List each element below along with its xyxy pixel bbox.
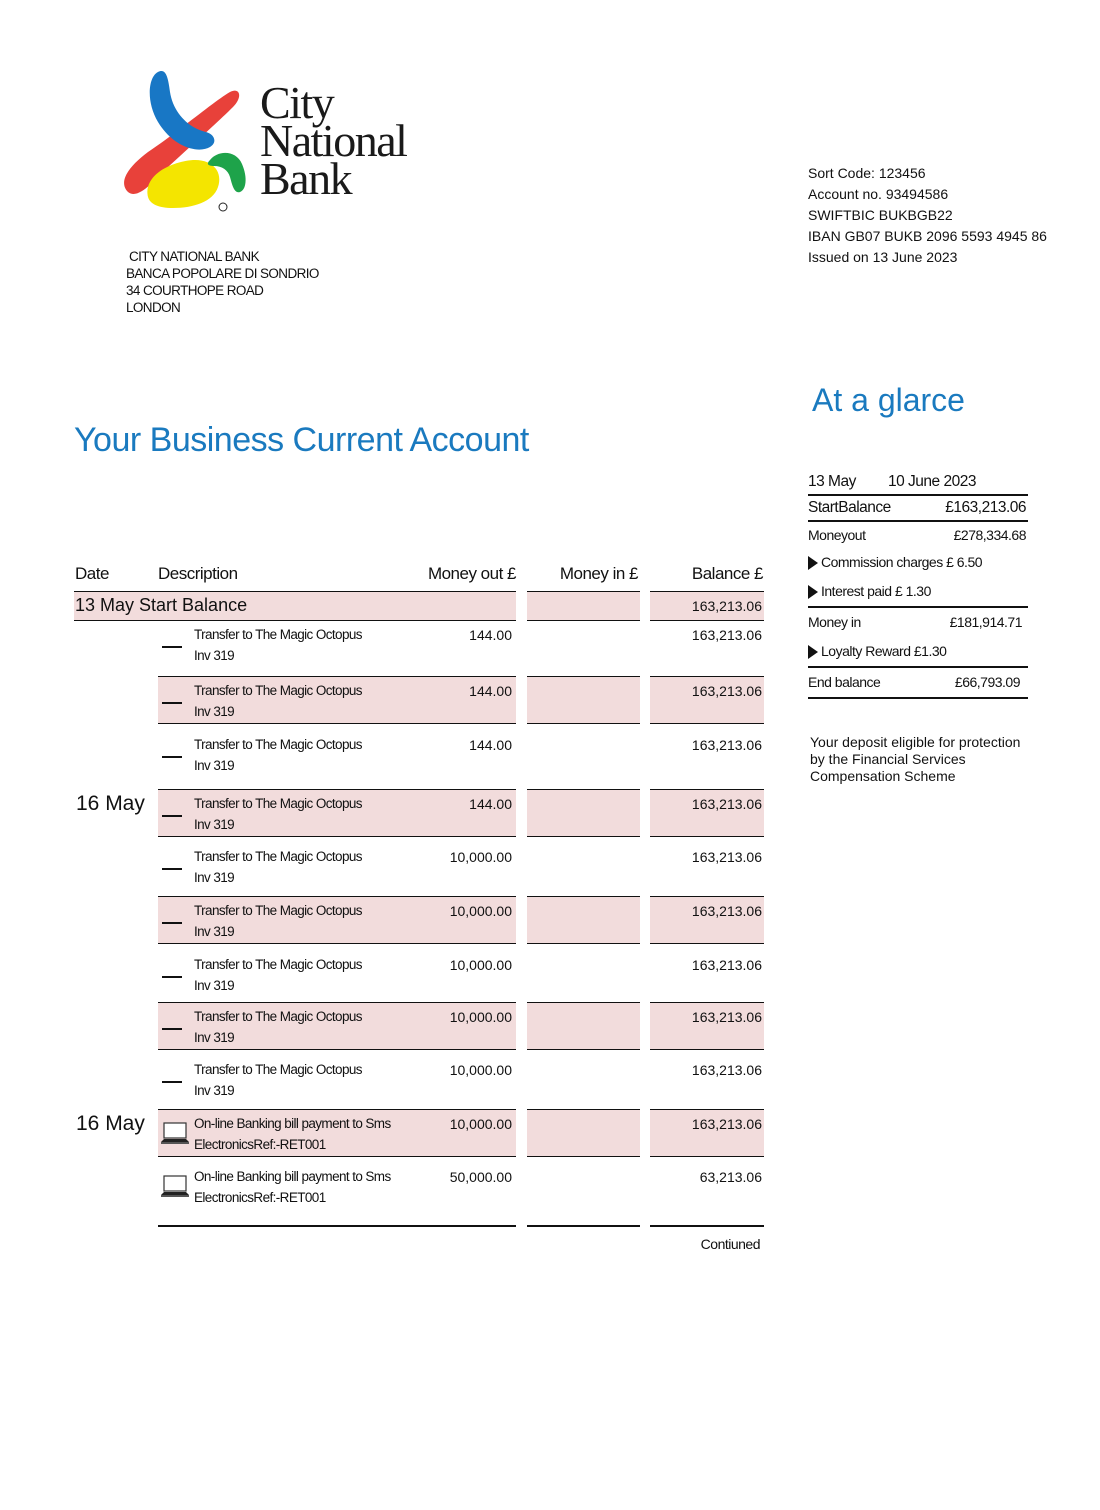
logo-word-city: City <box>260 77 334 128</box>
money-out-value: 50,000.00 <box>449 1169 512 1185</box>
header-money-in: Money in £ <box>559 564 638 583</box>
description-line1: Transfer to The Magic Octopus <box>194 849 362 864</box>
balance-value: 163,213.06 <box>691 737 762 753</box>
start-balance-value: £163,213.06 <box>945 499 1026 516</box>
description-line2: Inv 319 <box>194 817 235 832</box>
row-description <box>194 1166 391 1208</box>
description-line1: Transfer to The Magic Octopus <box>194 627 362 642</box>
logo-wordmark <box>260 77 407 204</box>
row-description <box>194 954 362 996</box>
money-out-value: 144.00 <box>469 627 512 643</box>
glance-loyalty <box>808 637 1028 668</box>
description-line2: Inv 319 <box>194 1030 235 1045</box>
loyalty-reward: Loyalty Reward £1.30 <box>821 643 947 659</box>
debit-dash-icon <box>162 922 182 924</box>
money-in-cell <box>527 789 640 837</box>
description-line1: On-line Banking bill payment to Sms <box>194 1116 391 1131</box>
debit-dash-icon <box>162 976 182 978</box>
money-out-label: Moneyout <box>808 527 866 543</box>
money-out-value: 144.00 <box>469 683 512 699</box>
commission-charges: Commission charges £ 6.50 <box>821 554 983 570</box>
balance-value: 163,213.06 <box>691 1062 762 1078</box>
start-balance-value-cell <box>650 591 764 621</box>
description-line2: Inv 319 <box>194 924 235 939</box>
swift-code: SWIFTBIC BUKBGB22 <box>808 207 953 223</box>
description-line2: Inv 319 <box>194 758 235 773</box>
bullet-triangle-icon <box>808 645 818 659</box>
header-date: Date <box>75 564 109 583</box>
glance-money-out <box>808 522 1028 548</box>
row-description <box>194 1113 391 1155</box>
page-title: Your Business Current Account <box>74 421 529 459</box>
row-description <box>194 846 362 888</box>
account-details <box>808 163 1047 268</box>
description-line1: Transfer to The Magic Octopus <box>194 683 362 698</box>
description-line2: Inv 319 <box>194 704 235 719</box>
fscs-line: Compensation Scheme <box>810 768 956 784</box>
end-balance-label: End balance <box>808 674 881 690</box>
balance-value: 163,213.06 <box>691 849 762 865</box>
description-line2: Inv 319 <box>194 648 235 663</box>
bank-address <box>126 248 319 316</box>
divider <box>650 1225 764 1227</box>
money-out-value: 10,000.00 <box>449 957 512 973</box>
description-line1: Transfer to The Magic Octopus <box>194 903 362 918</box>
debit-dash-icon <box>162 815 182 817</box>
row-description <box>194 900 362 942</box>
divider <box>527 1225 640 1227</box>
description-line1: Transfer to The Magic Octopus <box>194 957 362 972</box>
header-balance: Balance £ <box>691 564 763 583</box>
row-description <box>194 624 362 666</box>
balance-value: 63,213.06 <box>699 1169 762 1185</box>
glance-commission <box>808 548 1028 577</box>
fscs-notice <box>810 734 1020 785</box>
address-line: LONDON <box>126 300 181 315</box>
start-balance-cell <box>74 591 516 621</box>
balance-value: 163,213.06 <box>691 1009 762 1025</box>
balance-value: 163,213.06 <box>691 1116 762 1132</box>
description-line2: Inv 319 <box>194 978 235 993</box>
glance-start-balance <box>808 496 1028 522</box>
money-out-value: 10,000.00 <box>449 1116 512 1132</box>
row-description <box>194 1006 362 1048</box>
description-line1: Transfer to The Magic Octopus <box>194 1009 362 1024</box>
address-line: BANCA POPOLARE DI SONDRIO <box>126 266 319 281</box>
header-description: Description <box>158 564 238 583</box>
start-balance-label: 13 May Start Balance <box>75 595 248 615</box>
description-line1: Transfer to The Magic Octopus <box>194 1062 362 1077</box>
debit-dash-icon <box>162 756 182 758</box>
start-money-in-cell <box>527 591 640 621</box>
money-in-cell <box>527 1109 640 1157</box>
glance-summary <box>808 470 1028 699</box>
bullet-triangle-icon <box>808 585 818 599</box>
row-description <box>194 680 362 722</box>
description-line2: Inv 319 <box>194 870 235 885</box>
bullet-triangle-icon <box>808 556 818 570</box>
laptop-icon <box>160 1174 190 1198</box>
continued-note: Contiuned <box>700 1236 760 1252</box>
money-in-cell <box>527 1002 640 1050</box>
balance-value: 163,213.06 <box>691 796 762 812</box>
balance-value: 163,213.06 <box>691 957 762 973</box>
address-line: CITY NATIONAL BANK <box>129 249 259 264</box>
description-line2: Inv 319 <box>194 1083 235 1098</box>
money-in-label: Money in <box>808 614 861 630</box>
debit-dash-icon <box>162 1028 182 1030</box>
issue-date: Issued on 13 June 2023 <box>808 249 958 265</box>
row-description <box>194 734 362 776</box>
glance-interest <box>808 577 1028 608</box>
balance-value: 163,213.06 <box>691 627 762 643</box>
row-description <box>194 793 362 835</box>
fscs-line: Your deposit eligible for protection <box>810 734 1021 750</box>
description-line2: ElectronicsRef:-RET001 <box>194 1190 326 1205</box>
glance-end-balance <box>808 668 1028 699</box>
money-out-value: 144.00 <box>469 796 512 812</box>
period-start: 13 May <box>808 473 856 490</box>
interest-paid: Interest paid £ 1.30 <box>821 583 931 599</box>
description-line1: On-line Banking bill payment to Sms <box>194 1169 391 1184</box>
end-balance-value: £66,793.09 <box>954 674 1020 690</box>
glance-title: At a glarce <box>812 382 965 418</box>
debit-dash-icon <box>162 1081 182 1083</box>
balance-value: 163,213.06 <box>691 683 762 699</box>
fscs-line: by the Financial Services <box>810 751 966 767</box>
iban: IBAN GB07 BUKB 2096 5593 4945 86 <box>808 228 1047 244</box>
period-end: 10 June 2023 <box>888 473 976 490</box>
row-date: 16 May <box>76 792 145 815</box>
logo-word-bank: Bank <box>260 153 352 204</box>
header-money-out: Money out £ <box>427 564 516 583</box>
money-out-value: 10,000.00 <box>449 903 512 919</box>
address-line: 34 COURTHOPE ROAD <box>126 283 264 298</box>
sort-code: Sort Code: 123456 <box>808 165 926 181</box>
row-description <box>194 1059 362 1101</box>
bank-logo <box>118 62 438 222</box>
debit-dash-icon <box>162 646 182 648</box>
start-balance-value: 163,213.06 <box>691 598 762 614</box>
start-balance-label: StartBalance <box>808 499 891 516</box>
divider <box>158 1225 516 1227</box>
debit-dash-icon <box>162 868 182 870</box>
glance-period <box>808 470 1028 496</box>
laptop-icon <box>160 1121 190 1145</box>
account-number: Account no. 93494586 <box>808 186 949 202</box>
logo-mark-icon <box>118 62 258 222</box>
description-line2: ElectronicsRef:-RET001 <box>194 1137 326 1152</box>
money-in-value: £181,914.71 <box>949 614 1022 630</box>
money-out-value: 10,000.00 <box>449 849 512 865</box>
logo-word-national: National <box>260 115 407 166</box>
debit-dash-icon <box>162 702 182 704</box>
money-out-value: £278,334.68 <box>953 527 1026 543</box>
money-out-value: 10,000.00 <box>449 1009 512 1025</box>
row-date: 16 May <box>76 1112 145 1135</box>
money-in-cell <box>527 676 640 724</box>
glance-money-in <box>808 608 1028 637</box>
description-line1: Transfer to The Magic Octopus <box>194 796 362 811</box>
money-out-value: 10,000.00 <box>449 1062 512 1078</box>
description-line1: Transfer to The Magic Octopus <box>194 737 362 752</box>
money-in-cell <box>527 896 640 944</box>
balance-value: 163,213.06 <box>691 903 762 919</box>
money-out-value: 144.00 <box>469 737 512 753</box>
